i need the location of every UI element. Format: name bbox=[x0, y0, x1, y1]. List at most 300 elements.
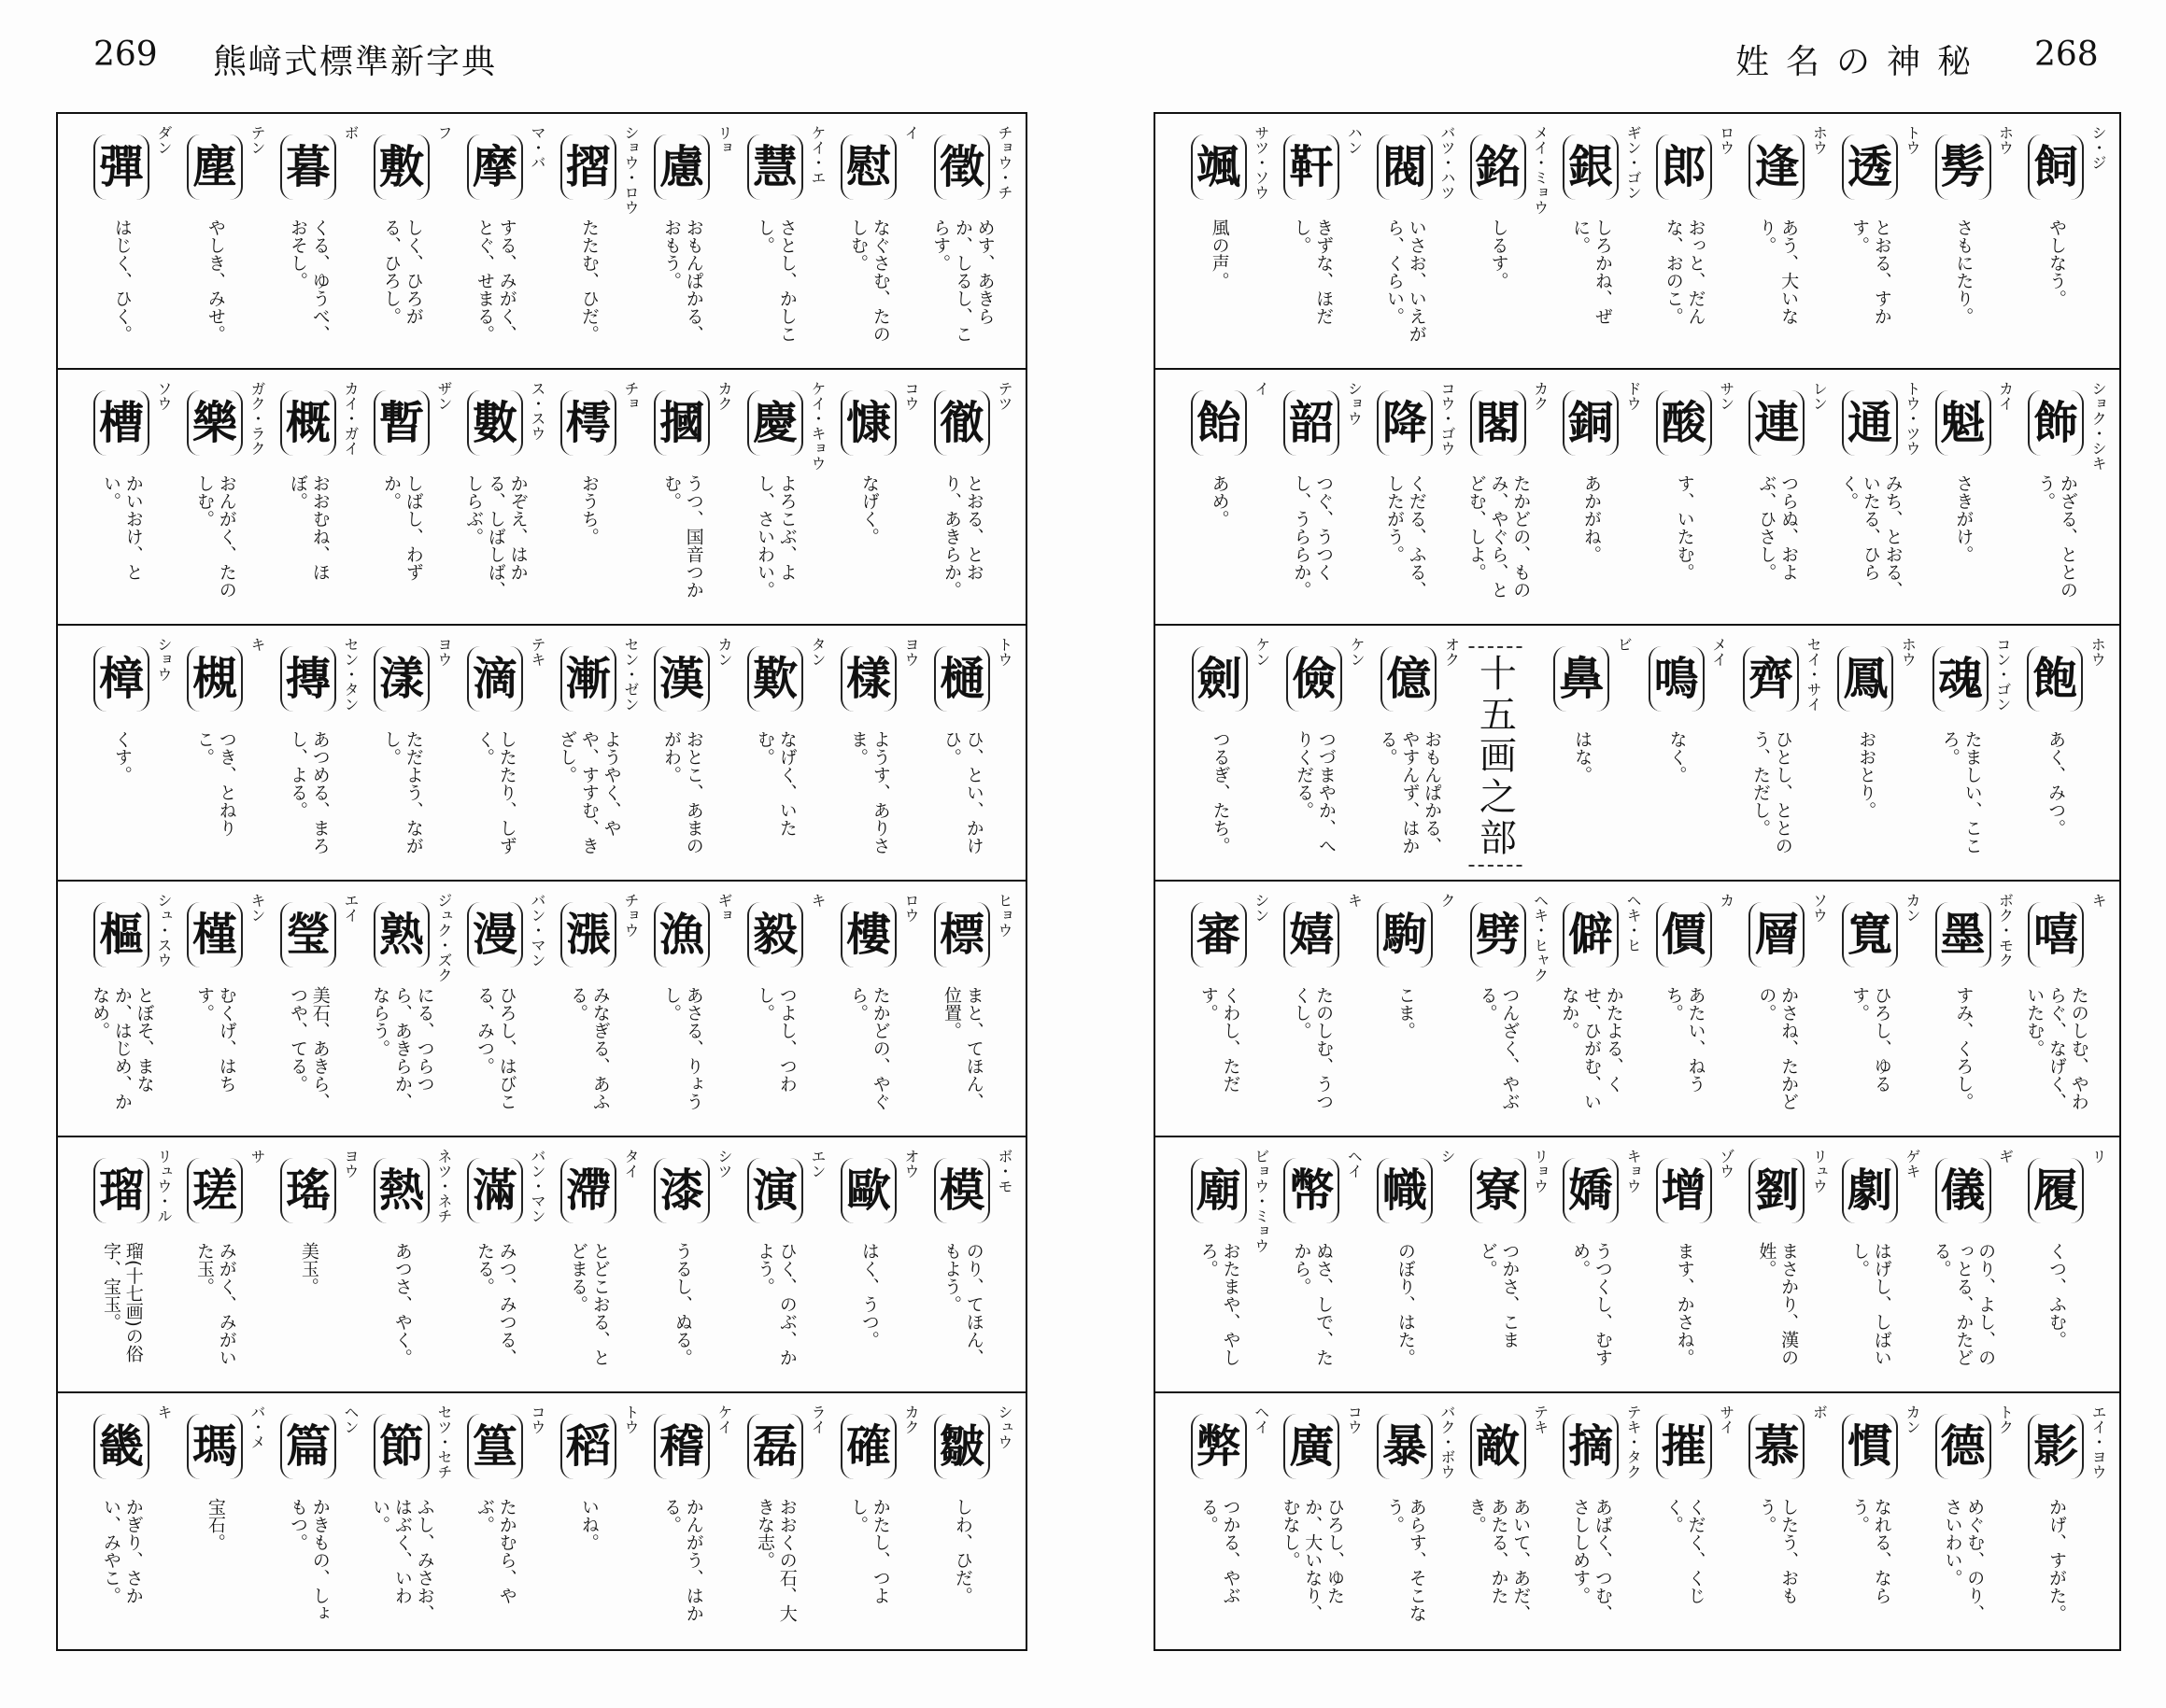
entry-meaning: さもにたり。 bbox=[1953, 219, 1975, 325]
kanji-bracket bbox=[1842, 902, 1898, 967]
entry-kanji: 暫 bbox=[378, 397, 424, 449]
kanji-bracket bbox=[1377, 390, 1433, 456]
entry-on-reading: リ bbox=[2089, 1149, 2108, 1164]
kanji-bracket bbox=[2028, 390, 2084, 456]
kanji-bracket bbox=[1470, 390, 1526, 456]
kanji-bracket bbox=[2028, 1158, 2084, 1223]
kanji-bracket bbox=[467, 1414, 523, 1479]
entry-kanji: 樗 bbox=[565, 397, 611, 449]
kanji-bracket bbox=[1283, 390, 1339, 456]
entry-kanji: 通 bbox=[1847, 397, 1892, 449]
kanji-bracket bbox=[1191, 134, 1247, 200]
entry-meaning: 美石、あきら、つや、てる。 bbox=[288, 986, 331, 1110]
entry-kanji: 槻 bbox=[191, 653, 237, 705]
entry-on-reading: ギ bbox=[1996, 1149, 2015, 1164]
kanji-bracket bbox=[1743, 646, 1799, 712]
kanji-bracket bbox=[560, 1158, 616, 1223]
entry-kanji: 劉 bbox=[1754, 1165, 1800, 1217]
dictionary-entry bbox=[1269, 370, 1364, 624]
entry-meaning: つかる、やぶる。 bbox=[1197, 1498, 1241, 1604]
entry-meaning: ひろし、ゆたか、大いなり、むなし。 bbox=[1280, 1498, 1346, 1622]
entry-meaning: さきがけ。 bbox=[1953, 474, 1975, 563]
dictionary-entry bbox=[79, 370, 173, 624]
kanji-bracket bbox=[1192, 646, 1248, 712]
entry-on-reading: バン・マン bbox=[529, 893, 546, 967]
entry-meaning: おたまや、やしろ。 bbox=[1197, 1242, 1241, 1366]
entry-meaning: みち、とおる、いたる、ひらく。 bbox=[1838, 474, 1904, 599]
kanji-bracket bbox=[654, 1414, 710, 1479]
entry-kanji: 儉 bbox=[1292, 653, 1338, 705]
kanji-bracket bbox=[1377, 902, 1433, 967]
entry-on-reading: セン・タン bbox=[342, 637, 360, 712]
dictionary-entry bbox=[546, 1393, 640, 1649]
entry-kanji: 數 bbox=[472, 397, 517, 449]
entry-kanji: 層 bbox=[1754, 909, 1800, 961]
entry-on-reading: ゾウ bbox=[1717, 1149, 1735, 1179]
kanji-bracket bbox=[934, 902, 990, 967]
kanji-bracket bbox=[1377, 1158, 1433, 1223]
entry-meaning: ひとし、ととのう、ただし。 bbox=[1750, 730, 1793, 854]
kanji-bracket bbox=[747, 1158, 803, 1223]
entry-meaning: のぼり、はた。 bbox=[1394, 1242, 1416, 1366]
dictionary-entry bbox=[1549, 370, 1643, 624]
entry-meaning: おんがく、たのしむ。 bbox=[194, 474, 237, 599]
dictionary-entry bbox=[733, 1393, 827, 1649]
entry-kanji: 樞 bbox=[98, 909, 144, 961]
entry-meaning: かたよる、くせ、ひがむ、いなか。 bbox=[1559, 986, 1624, 1110]
entry-kanji: 飾 bbox=[2033, 397, 2079, 449]
dictionary-entry bbox=[79, 1393, 173, 1649]
entry-on-reading: カン bbox=[1903, 1405, 1921, 1434]
entry-on-reading: ロウ bbox=[902, 893, 920, 923]
entry-kanji: 滯 bbox=[565, 1165, 611, 1217]
entry-kanji: 慮 bbox=[658, 141, 704, 193]
entry-meaning: まさかり、漢の姓。 bbox=[1756, 1242, 1800, 1366]
dictionary-entry bbox=[1918, 626, 2012, 880]
entry-meaning: つづまやか、へりくだる。 bbox=[1294, 730, 1337, 854]
entry-kanji: 樓 bbox=[845, 909, 891, 961]
kanji-bracket bbox=[841, 646, 897, 712]
entry-on-reading: サ bbox=[248, 1149, 266, 1164]
entry-on-reading: セイ・サイ bbox=[1805, 637, 1823, 712]
entry-on-reading: ショウ・ロウ bbox=[622, 125, 640, 215]
entry-on-reading: オウ bbox=[902, 1149, 920, 1179]
entry-on-reading: カイ bbox=[1996, 381, 2015, 411]
entry-kanji: 飴 bbox=[1196, 397, 1241, 449]
entry-meaning: ひろし、ゆるす。 bbox=[1848, 986, 1892, 1093]
dictionary-entry bbox=[1539, 626, 1634, 880]
entry-kanji: 歐 bbox=[845, 1165, 891, 1217]
kanji-bracket bbox=[187, 134, 243, 200]
dictionary-row bbox=[1155, 626, 2119, 882]
entry-kanji: 魂 bbox=[1937, 653, 1983, 705]
dictionary-entry bbox=[1177, 370, 1270, 624]
entry-meaning: こま。 bbox=[1394, 986, 1416, 1039]
entry-on-reading: チョウ bbox=[622, 893, 640, 938]
entry-on-reading: メイ bbox=[1709, 637, 1728, 667]
kanji-bracket bbox=[841, 902, 897, 967]
dictionary-entry bbox=[827, 1393, 920, 1649]
entry-meaning: しろかね、ぜに。 bbox=[1570, 219, 1613, 325]
entry-on-reading: テキ bbox=[529, 637, 546, 667]
dictionary-entry bbox=[920, 370, 1013, 624]
dictionary-entry bbox=[1363, 882, 1456, 1136]
kanji-bracket bbox=[1563, 1158, 1619, 1223]
entry-on-reading: コウ bbox=[1345, 1405, 1364, 1434]
entry-kanji: 逢 bbox=[1754, 141, 1800, 193]
section-heading-text: 十五画之部 bbox=[1468, 646, 1522, 867]
dictionary-row bbox=[1155, 370, 2119, 626]
entry-meaning: のり、てほん、もよう。 bbox=[941, 1242, 984, 1366]
kanji-bracket bbox=[1748, 134, 1805, 200]
kanji-bracket bbox=[560, 902, 616, 967]
kanji-bracket bbox=[467, 390, 523, 456]
entry-on-reading: ヘキ・ヒ bbox=[1624, 893, 1643, 953]
entry-on-reading: バク・ボウ bbox=[1437, 1405, 1456, 1479]
entry-kanji: 瑩 bbox=[285, 909, 331, 961]
dictionary-entry bbox=[1456, 370, 1550, 624]
kanji-bracket bbox=[654, 390, 710, 456]
entry-kanji: 價 bbox=[1661, 909, 1706, 961]
dictionary-entry bbox=[1269, 114, 1364, 368]
entry-on-reading: ホウ bbox=[2088, 637, 2107, 667]
dictionary-entry bbox=[1549, 114, 1643, 368]
entry-meaning: なげく、いたむ。 bbox=[755, 730, 798, 837]
entry-meaning: うつくし、むすめ。 bbox=[1570, 1242, 1613, 1366]
dictionary-entry bbox=[1177, 1393, 1270, 1649]
dictionary-entry bbox=[640, 1393, 733, 1649]
entry-on-reading: ビ bbox=[1615, 637, 1634, 652]
entry-meaning: ひろし、はびこる、みつ。 bbox=[474, 986, 517, 1110]
entry-kanji: 廟 bbox=[1196, 1165, 1241, 1217]
kanji-bracket bbox=[654, 134, 710, 200]
entry-on-reading: コウ・ゴウ bbox=[1437, 381, 1456, 456]
kanji-bracket bbox=[747, 902, 803, 967]
entry-on-reading: リュウ・ル bbox=[155, 1149, 173, 1223]
entry-meaning: ます、かさね。 bbox=[1674, 1242, 1695, 1366]
dictionary-entry bbox=[1921, 882, 2015, 1136]
entry-meaning: やしなう。 bbox=[2046, 219, 2068, 307]
entry-kanji: 徵 bbox=[939, 141, 984, 193]
kanji-bracket bbox=[747, 1414, 803, 1479]
kanji-bracket bbox=[560, 646, 616, 712]
kanji-bracket bbox=[2028, 1414, 2084, 1479]
dictionary-entry bbox=[1734, 882, 1829, 1136]
dictionary-entry bbox=[827, 1137, 920, 1391]
entry-meaning: あめ。 bbox=[1209, 474, 1230, 528]
entry-meaning: みなぎる、あふる。 bbox=[568, 986, 611, 1110]
kanji-bracket bbox=[1377, 134, 1433, 200]
entry-meaning: たかどの、ものみ、やぐら、とどむ、しよ。 bbox=[1465, 474, 1532, 599]
entry-on-reading: カン bbox=[1903, 893, 1921, 923]
dictionary-entry bbox=[453, 370, 546, 624]
entry-on-reading: キ bbox=[155, 1405, 173, 1419]
entry-on-reading: リョウ bbox=[1531, 1149, 1550, 1193]
entry-on-reading: ドウ bbox=[1624, 381, 1643, 411]
entry-on-reading: サイ bbox=[1717, 1405, 1735, 1434]
entry-meaning: とぼそ、まなか、はじめ、かなめ。 bbox=[90, 986, 155, 1110]
kanji-bracket bbox=[934, 1158, 990, 1223]
entry-kanji: 演 bbox=[752, 1165, 798, 1217]
entry-on-reading: ボ bbox=[1810, 1405, 1829, 1419]
entry-meaning: まと、てほん、位置。 bbox=[941, 986, 984, 1110]
dictionary-entry bbox=[1269, 1137, 1364, 1391]
dictionary-entry bbox=[2014, 1137, 2108, 1391]
kanji-bracket bbox=[1935, 1158, 1991, 1223]
dictionary-entry bbox=[1921, 1137, 2015, 1391]
dictionary-entry bbox=[1642, 1137, 1735, 1391]
kanji-bracket bbox=[841, 1414, 897, 1479]
entry-on-reading: カク bbox=[1531, 381, 1550, 411]
kanji-bracket bbox=[1748, 1414, 1805, 1479]
kanji-bracket bbox=[1191, 1414, 1247, 1479]
entry-on-reading: ホウ bbox=[1899, 637, 1918, 667]
entry-kanji: 億 bbox=[1386, 653, 1432, 705]
dictionary-entry bbox=[733, 370, 827, 624]
entry-kanji: 履 bbox=[2033, 1165, 2079, 1217]
dictionary-entry bbox=[453, 882, 546, 1136]
entry-on-reading: セン・ゼン bbox=[622, 637, 640, 712]
entry-on-reading: ボ bbox=[342, 125, 360, 140]
kanji-bracket bbox=[747, 134, 803, 200]
entry-meaning: みつ、みつる、たる。 bbox=[474, 1242, 517, 1366]
kanji-bracket bbox=[934, 646, 990, 712]
entry-kanji: 劍 bbox=[1196, 653, 1242, 705]
kanji-bracket bbox=[654, 902, 710, 967]
kanji-bracket bbox=[187, 646, 243, 712]
dictionary-entry bbox=[79, 882, 173, 1136]
entry-on-reading: ヘイ bbox=[1252, 1405, 1270, 1434]
dictionary-entry bbox=[1828, 114, 1921, 368]
entry-meaning: しわ、ひだ。 bbox=[952, 1498, 973, 1604]
entry-on-reading: エイ bbox=[342, 893, 360, 923]
entry-meaning: ふし、みさお、はぶく、いわい。 bbox=[370, 1498, 435, 1622]
entry-kanji: 摑 bbox=[658, 397, 704, 449]
entry-meaning: あつめる、まろし、よる。 bbox=[288, 730, 331, 854]
entry-meaning: うつ、国音つかむ。 bbox=[661, 474, 704, 599]
dictionary-entry bbox=[920, 114, 1013, 368]
kanji-bracket bbox=[1656, 134, 1712, 200]
entry-on-reading: ボ・モ bbox=[996, 1149, 1013, 1193]
dictionary-row bbox=[58, 882, 1026, 1137]
kanji-bracket bbox=[1935, 902, 1991, 967]
kanji-bracket bbox=[374, 390, 430, 456]
dictionary-row bbox=[1155, 114, 2119, 370]
dictionary-entry bbox=[266, 1137, 360, 1391]
entry-on-reading: ガク・ラク bbox=[248, 381, 266, 456]
kanji-bracket bbox=[280, 134, 336, 200]
entry-meaning: あく、みつ。 bbox=[2046, 730, 2067, 837]
entry-kanji: 銅 bbox=[1568, 397, 1614, 449]
entry-kanji: 寬 bbox=[1847, 909, 1892, 961]
entry-kanji: 漾 bbox=[378, 653, 424, 705]
dictionary-entry bbox=[546, 1137, 640, 1391]
kanji-bracket bbox=[2028, 134, 2084, 200]
entry-on-reading: コウ bbox=[902, 381, 920, 411]
entry-on-reading: キ bbox=[1345, 893, 1364, 908]
entry-kanji: 慣 bbox=[1847, 1420, 1892, 1473]
entry-on-reading: ザン bbox=[435, 381, 453, 411]
entry-meaning: する、みがく、とぐ、せまる。 bbox=[474, 219, 517, 343]
dictionary-entry bbox=[1549, 1137, 1643, 1391]
entry-kanji: 劇 bbox=[1847, 1165, 1892, 1217]
entry-meaning: とおる、すかす。 bbox=[1848, 219, 1892, 325]
dictionary-entry bbox=[733, 1137, 827, 1391]
kanji-bracket bbox=[841, 1158, 897, 1223]
entry-kanji: 篇 bbox=[285, 1420, 331, 1473]
entry-meaning: くる、ゆうべ、おそし。 bbox=[288, 219, 331, 343]
entry-on-reading: ケイ bbox=[715, 1405, 733, 1434]
dictionary-entry bbox=[360, 1393, 453, 1649]
entry-meaning: たのしむ、やわらぐ、なげく、いたむ。 bbox=[2024, 986, 2089, 1110]
entry-meaning: なぐさむ、たのしむ。 bbox=[848, 219, 891, 343]
entry-on-reading: ビョウ・ミョウ bbox=[1252, 1149, 1270, 1253]
entry-kanji: 槿 bbox=[191, 909, 237, 961]
dictionary-entry bbox=[546, 882, 640, 1136]
dictionary-entry bbox=[1921, 114, 2015, 368]
entry-meaning: しばし、わずか。 bbox=[381, 474, 424, 581]
kanji-bracket bbox=[187, 902, 243, 967]
left-page-number: 269 bbox=[93, 35, 158, 74]
kanji-bracket bbox=[1553, 646, 1609, 712]
entry-kanji: 增 bbox=[1661, 1165, 1706, 1217]
right-page-number: 268 bbox=[2034, 35, 2099, 74]
left-page-title: 熊﨑式標準新字典 bbox=[213, 43, 498, 81]
entry-on-reading: ソウ bbox=[1810, 893, 1829, 923]
entry-on-reading: トク bbox=[1996, 1405, 2015, 1434]
dictionary-row bbox=[1155, 1137, 2119, 1393]
dictionary-entry bbox=[266, 626, 360, 880]
entry-on-reading: ダン bbox=[155, 125, 173, 155]
dictionary-entry bbox=[1734, 370, 1829, 624]
entry-meaning: かいおけ、とい。 bbox=[101, 474, 144, 581]
entry-on-reading: ロウ bbox=[1717, 125, 1735, 155]
entry-on-reading: ボク・モク bbox=[1996, 893, 2015, 967]
dictionary-entry bbox=[920, 882, 1013, 1136]
entry-on-reading: リョ bbox=[715, 125, 733, 155]
dictionary-entry bbox=[173, 626, 266, 880]
entry-on-reading: コン・ゴン bbox=[1993, 637, 2012, 712]
kanji-bracket bbox=[93, 134, 149, 200]
dictionary-entry bbox=[79, 1137, 173, 1391]
entry-kanji: 透 bbox=[1847, 141, 1892, 193]
kanji-bracket bbox=[1470, 1158, 1526, 1223]
entry-kanji: 墨 bbox=[1940, 909, 1986, 961]
entry-on-reading: キョウ bbox=[1624, 1149, 1643, 1193]
entry-kanji: 摧 bbox=[1661, 1420, 1706, 1473]
kanji-bracket bbox=[280, 1414, 336, 1479]
kanji-bracket bbox=[1191, 1158, 1247, 1223]
entry-kanji: 慕 bbox=[1754, 1420, 1800, 1473]
kanji-bracket bbox=[93, 390, 149, 456]
dictionary-row bbox=[58, 1393, 1026, 1649]
dictionary-entry bbox=[1178, 626, 1271, 880]
entry-meaning: おおむね、ほぼ。 bbox=[288, 474, 331, 581]
kanji-bracket bbox=[374, 134, 430, 200]
right-page-title: 姓名の神秘 bbox=[1735, 43, 1989, 81]
dictionary-entry bbox=[1363, 114, 1456, 368]
entry-kanji: 概 bbox=[285, 397, 331, 449]
dictionary-entry bbox=[453, 626, 546, 880]
dictionary-entry bbox=[1642, 882, 1735, 1136]
section-heading bbox=[1462, 626, 1529, 880]
entry-on-reading: マ・バ bbox=[529, 125, 546, 170]
entry-on-reading: イ bbox=[1252, 381, 1270, 396]
dictionary-entry bbox=[1177, 114, 1270, 368]
entry-kanji: 鳴 bbox=[1653, 653, 1699, 705]
entry-kanji: 瑳 bbox=[191, 1165, 237, 1217]
entry-on-reading: コウ bbox=[529, 1405, 546, 1434]
entry-on-reading: レン bbox=[1810, 381, 1829, 411]
dictionary-entry bbox=[2013, 626, 2107, 880]
kanji-bracket bbox=[1748, 902, 1805, 967]
entry-on-reading: バ・メ bbox=[248, 1405, 266, 1449]
dictionary-entry bbox=[360, 1137, 453, 1391]
kanji-bracket bbox=[654, 646, 710, 712]
dictionary-entry bbox=[1366, 626, 1461, 880]
entry-kanji: 摘 bbox=[1568, 1420, 1614, 1473]
kanji-bracket bbox=[1842, 1158, 1898, 1223]
dictionary-entry bbox=[920, 626, 1013, 880]
entry-kanji: 靬 bbox=[1289, 141, 1335, 193]
entry-on-reading: ライ bbox=[809, 1405, 827, 1434]
entry-kanji: 畿 bbox=[98, 1420, 144, 1473]
dictionary-entry bbox=[360, 626, 453, 880]
entry-meaning: はげし、しばいし。 bbox=[1848, 1242, 1892, 1366]
entry-on-reading: セツ・セチ bbox=[435, 1405, 453, 1479]
entry-meaning: 宝石。 bbox=[205, 1498, 226, 1551]
entry-kanji: 節 bbox=[378, 1420, 424, 1473]
kanji-bracket bbox=[93, 1414, 149, 1479]
dictionary-entry bbox=[1549, 882, 1643, 1136]
dictionary-entry bbox=[266, 114, 360, 368]
entry-kanji: 彈 bbox=[98, 141, 144, 193]
entry-on-reading: シュウ bbox=[996, 1405, 1013, 1449]
dictionary-row bbox=[58, 626, 1026, 882]
entry-kanji: 樋 bbox=[939, 653, 984, 705]
entry-meaning: ようす、ありさま。 bbox=[848, 730, 891, 854]
entry-on-reading: メイ・ミョウ bbox=[1531, 125, 1550, 215]
kanji-bracket bbox=[1563, 1414, 1619, 1479]
entry-meaning: おっと、だんな、おのこ。 bbox=[1663, 219, 1706, 325]
entry-on-reading: ショウ bbox=[1345, 381, 1364, 426]
kanji-bracket bbox=[187, 1414, 243, 1479]
entry-on-reading: チョウ・チ bbox=[996, 125, 1013, 200]
kanji-bracket bbox=[374, 902, 430, 967]
entry-kanji: 韶 bbox=[1289, 397, 1335, 449]
kanji-bracket bbox=[1649, 646, 1705, 712]
entry-kanji: 敷 bbox=[378, 141, 424, 193]
entry-kanji: 嬌 bbox=[1568, 1165, 1614, 1217]
dictionary-entry bbox=[2014, 370, 2108, 624]
entry-kanji: 慧 bbox=[752, 141, 798, 193]
entry-meaning: ぬさ、しで、たから。 bbox=[1291, 1242, 1335, 1366]
kanji-bracket bbox=[1748, 1158, 1805, 1223]
kanji-bracket bbox=[1191, 902, 1247, 967]
dictionary-entry bbox=[546, 626, 640, 880]
entry-on-reading: チョ bbox=[622, 381, 640, 411]
entry-kanji: 儀 bbox=[1940, 1165, 1986, 1217]
entry-on-reading: リュウ bbox=[1810, 1149, 1829, 1193]
dictionary-entry bbox=[360, 882, 453, 1136]
kanji-bracket bbox=[1842, 1414, 1898, 1479]
kanji-bracket bbox=[280, 902, 336, 967]
entry-meaning: さとし、かしこし。 bbox=[755, 219, 798, 343]
entry-kanji: 槽 bbox=[98, 397, 144, 449]
dictionary-entry bbox=[827, 370, 920, 624]
kanji-bracket bbox=[93, 902, 149, 967]
entry-meaning: あいて、あだ、あたる、かたき。 bbox=[1465, 1498, 1532, 1622]
